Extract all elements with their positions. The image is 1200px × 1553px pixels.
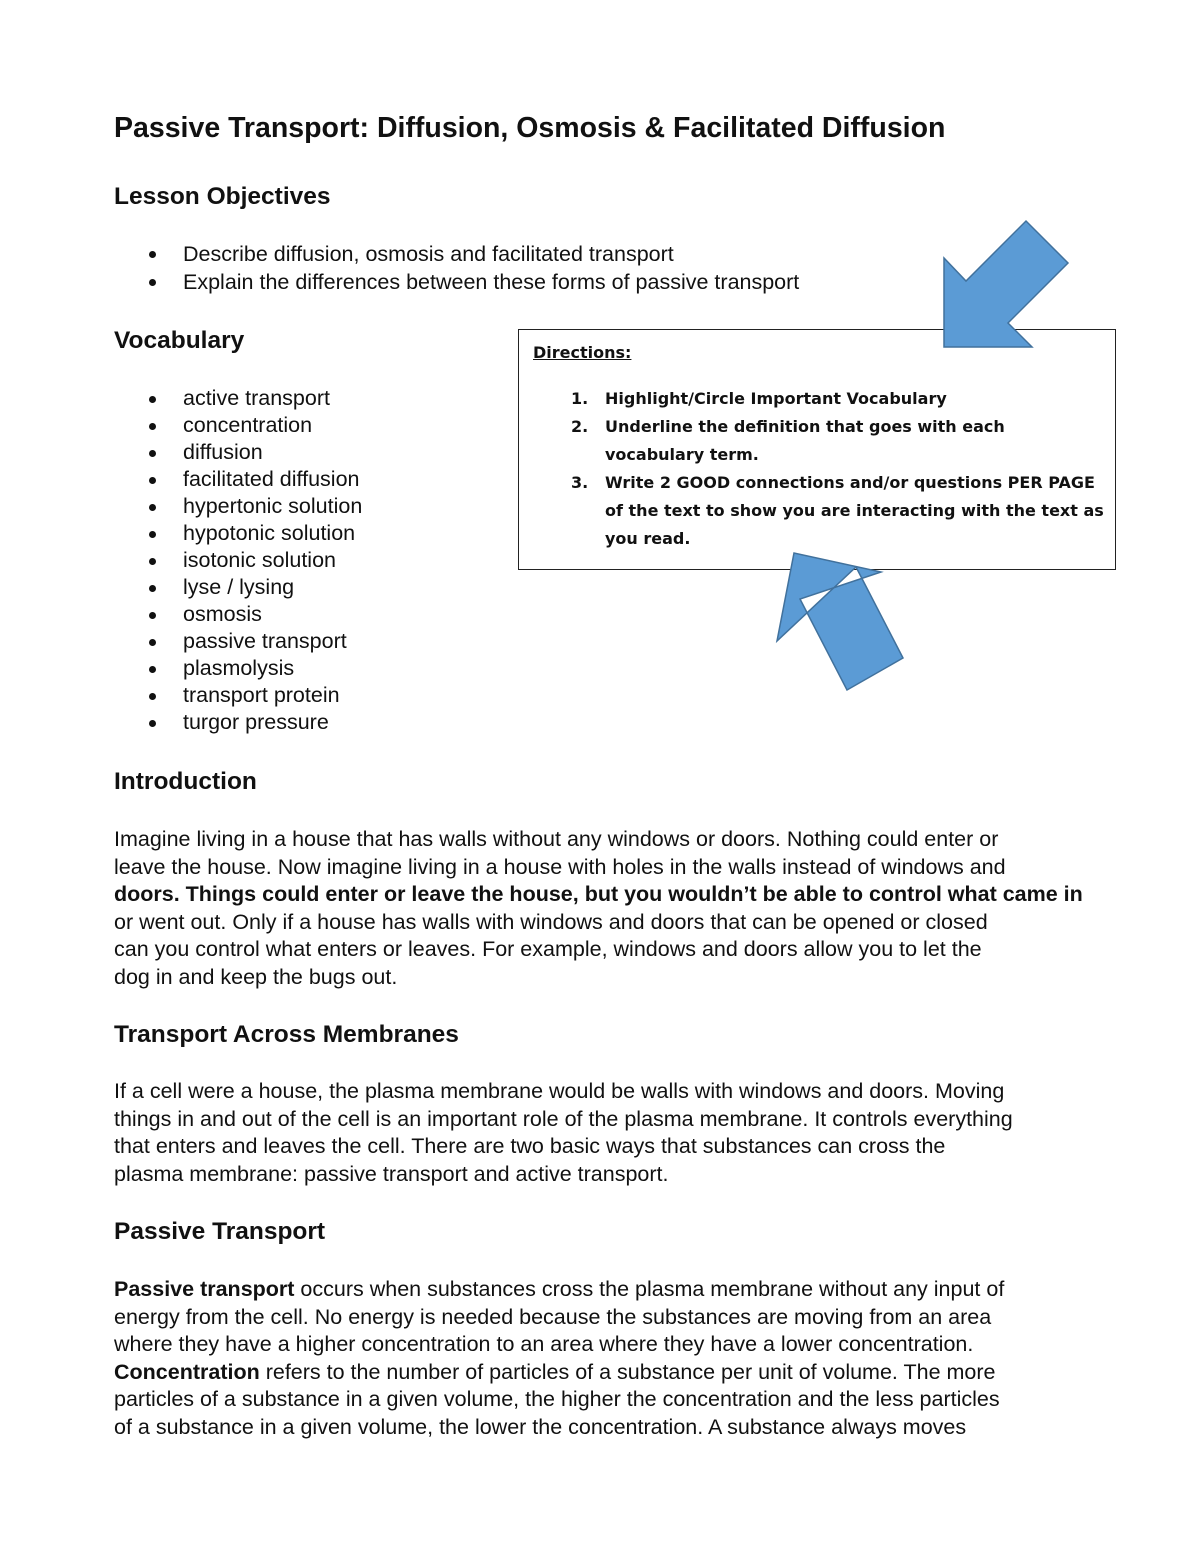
list-item: osmosis [114, 601, 362, 628]
list-item: transport protein [114, 682, 362, 709]
directions-item-text: Highlight/Circle Important Vocabulary [605, 389, 947, 408]
paragraph-line [114, 1359, 1114, 1387]
transport-across-heading: Transport Across Membranes [114, 1021, 459, 1048]
paragraph-line: can you control what enters or leaves. For example, windows and doors allow you to let the [114, 937, 982, 961]
paragraph-line: that enters and leaves the cell. There are two basic ways that substances can cross the [114, 1134, 946, 1158]
list-item: lyse / lysing [114, 574, 362, 601]
paragraph-line: energy from the cell. No energy is needed because the substances are moving from an area [114, 1304, 992, 1329]
directions-item-text: of the text to show you are interacting with the text as [605, 501, 1104, 520]
term-passive-transport: Passive transport [114, 1277, 295, 1301]
directions-item-text: vocabulary term. [605, 445, 759, 464]
paragraph-line: particles of a substance in a given volume, the higher the concentration and the less particles [114, 1387, 1000, 1411]
list-item: Describe diffusion, osmosis and facilitated transport [114, 240, 799, 268]
directions-title: Directions: [533, 343, 632, 362]
list-item: plasmolysis [114, 655, 362, 682]
term-concentration: Concentration [114, 1359, 260, 1384]
transport-across-paragraph [114, 1078, 1114, 1188]
list-item: active transport [114, 385, 362, 412]
paragraph-line: doors. Things could enter or leave the house, but you wouldn’t be able to control what came in [114, 882, 1083, 906]
paragraph-line: things in and out of the cell is an important role of the plasma membrane. It controls everything [114, 1106, 1013, 1131]
objectives-heading: Lesson Objectives [114, 183, 331, 210]
paragraph-line: dog in and keep the bugs out. [114, 964, 398, 989]
directions-item-number: 2. [571, 417, 589, 436]
introduction-heading: Introduction [114, 768, 257, 795]
list-item: hypertonic solution [114, 493, 362, 520]
paragraph-line [114, 1276, 1114, 1304]
page-title: Passive Transport: Diffusion, Osmosis & Facilitated Diffusion [114, 112, 946, 144]
list-item: hypotonic solution [114, 520, 362, 547]
paragraph-line: Imagine living in a house that has walls without any windows or doors. Nothing could enter or [114, 827, 999, 851]
directions-item-number: 3. [571, 473, 589, 492]
list-item: facilitated diffusion [114, 466, 362, 493]
introduction-paragraph [114, 826, 1114, 991]
paragraph-line: where they have a higher concentration to an area where they have a lower concentration. [114, 1332, 974, 1356]
directions-item-text: you read. [605, 529, 691, 548]
list-item: isotonic solution [114, 547, 362, 574]
paragraph-line: plasma membrane: passive transport and active transport. [114, 1161, 669, 1186]
paragraph-line: or went out. Only if a house has walls with windows and doors that can be opened or closed [114, 909, 988, 934]
passive-transport-paragraph [114, 1276, 1114, 1441]
directions-item-text: Underline the definition that goes with each [605, 417, 1005, 436]
passive-transport-heading: Passive Transport [114, 1218, 326, 1245]
directions-item-text: Write 2 GOOD connections and/or questions PER PAGE [605, 473, 1095, 492]
list-item: Explain the differences between these forms of passive transport [114, 268, 799, 296]
paragraph-line: leave the house. Now imagine living in a house with holes in the walls instead of windows and [114, 854, 1006, 879]
vocabulary-heading: Vocabulary [114, 327, 245, 354]
list-item: turgor pressure [114, 709, 362, 736]
paragraph-line: If a cell were a house, the plasma membrane would be walls with windows and doors. Moving [114, 1079, 1005, 1103]
list-item: diffusion [114, 439, 362, 466]
paragraph-line: of a substance in a given volume, the lower the concentration. A substance always moves [114, 1414, 967, 1439]
arrow-down-left-icon [944, 221, 1068, 347]
line-text: refers to the number of particles of a substance per unit of volume. The more [259, 1359, 996, 1384]
directions-item-number: 1. [571, 389, 589, 408]
list-item: passive transport [114, 628, 362, 655]
arrow-up-left-icon [777, 553, 903, 690]
line-text: occurs when substances cross the plasma membrane without any input of [294, 1277, 1005, 1301]
list-item: concentration [114, 412, 362, 439]
